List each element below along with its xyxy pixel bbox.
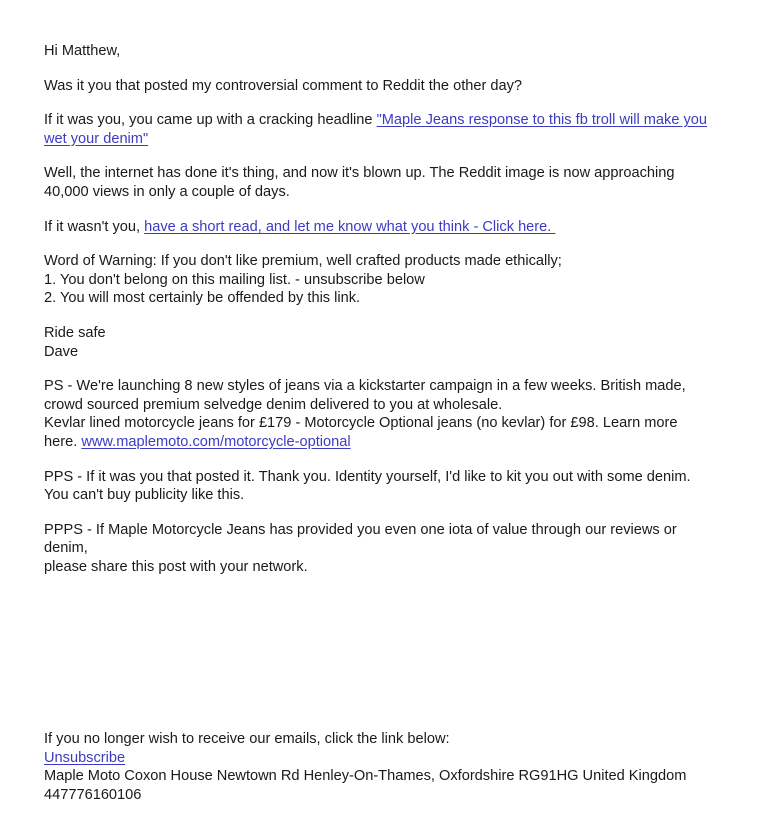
signoff-line-2: Dave bbox=[44, 343, 79, 360]
ps-line-3: Kevlar lined motorcycle jeans for £179 - Motorcycle Optional jeans (no kevlar) for £98. Learn more bbox=[44, 415, 678, 432]
company-phone-text: 447776160106 bbox=[44, 786, 142, 803]
signoff-line-1: Ride safe bbox=[44, 324, 106, 341]
reddit-headline-link[interactable]: "Maple Jeans response to this fb troll will make you wet your denim" bbox=[44, 112, 708, 147]
company-address-text: Maple Moto Coxon House Newtown Rd Henley-On-Thames, Oxfordshire RG91HG United Kingdom bbox=[44, 768, 687, 785]
greeting-text: Hi Matthew, bbox=[44, 43, 121, 59]
blown-up-line-2: 40,000 views in only a couple of days. bbox=[44, 183, 290, 200]
ppps-line-2: please share this post with your network. bbox=[44, 558, 308, 575]
ps-line-4 bbox=[44, 433, 708, 452]
email-footer bbox=[44, 730, 724, 804]
warning-heading: Word of Warning: If you don't like premium, well crafted products made ethically; bbox=[44, 253, 562, 270]
signoff-block bbox=[44, 324, 708, 361]
word-of-warning-block bbox=[44, 252, 708, 308]
headline-paragraph bbox=[44, 111, 708, 148]
ppps-block bbox=[44, 521, 708, 577]
blown-up-paragraph bbox=[44, 164, 708, 201]
pps-block bbox=[44, 468, 708, 505]
headline-lead-text: If it was you, you came up with a cracking headline bbox=[44, 112, 377, 129]
maplemoto-url-link[interactable]: www.maplemoto.com/motorcycle-optional bbox=[81, 433, 351, 450]
warning-list-item-2: 2. You will most certainly be offended by this link. bbox=[44, 290, 361, 307]
unsubscribe-prompt-text: If you no longer wish to receive our emails, click the link below: bbox=[44, 731, 450, 747]
email-message-body bbox=[44, 42, 708, 592]
wasnt-you-paragraph bbox=[44, 218, 708, 237]
unsubscribe-link-line bbox=[44, 749, 724, 768]
warning-list-item-1: 1. You don't belong on this mailing list. - unsubscribe below bbox=[44, 271, 425, 288]
ps-line-2: crowd sourced premium selvedge denim delivered to you at wholesale. bbox=[44, 396, 503, 413]
pps-line-2: You can't buy publicity like this. bbox=[44, 487, 245, 504]
ps-line-1: PS - We're launching 8 new styles of jeans via a kickstarter campaign in a few weeks. British made, bbox=[44, 378, 686, 395]
ps-block bbox=[44, 377, 708, 451]
unsubscribe-link[interactable]: Unsubscribe bbox=[44, 749, 126, 766]
intro-question-paragraph bbox=[44, 77, 708, 96]
blown-up-line-1: Well, the internet has done it's thing, and now it's blown up. The Reddit image is now approaching bbox=[44, 165, 675, 182]
intro-question-text: Was it you that posted my controversial comment to Reddit the other day? bbox=[44, 77, 523, 94]
greeting-paragraph bbox=[44, 42, 708, 61]
ppps-line-1: PPPS - If Maple Motorcycle Jeans has provided you even one iota of value through our reviews or denim, bbox=[44, 521, 677, 557]
pps-line-1: PPS - If it was you that posted it. Thank you. Identity yourself, I'd like to kit you out with some denim. bbox=[44, 468, 691, 485]
ps-learn-more-lead: here. bbox=[44, 433, 82, 450]
wasnt-you-lead-text: If it wasn't you, bbox=[44, 218, 145, 235]
short-read-click-here-link[interactable]: have a short read, and let me know what you think - Click here. bbox=[144, 218, 556, 235]
